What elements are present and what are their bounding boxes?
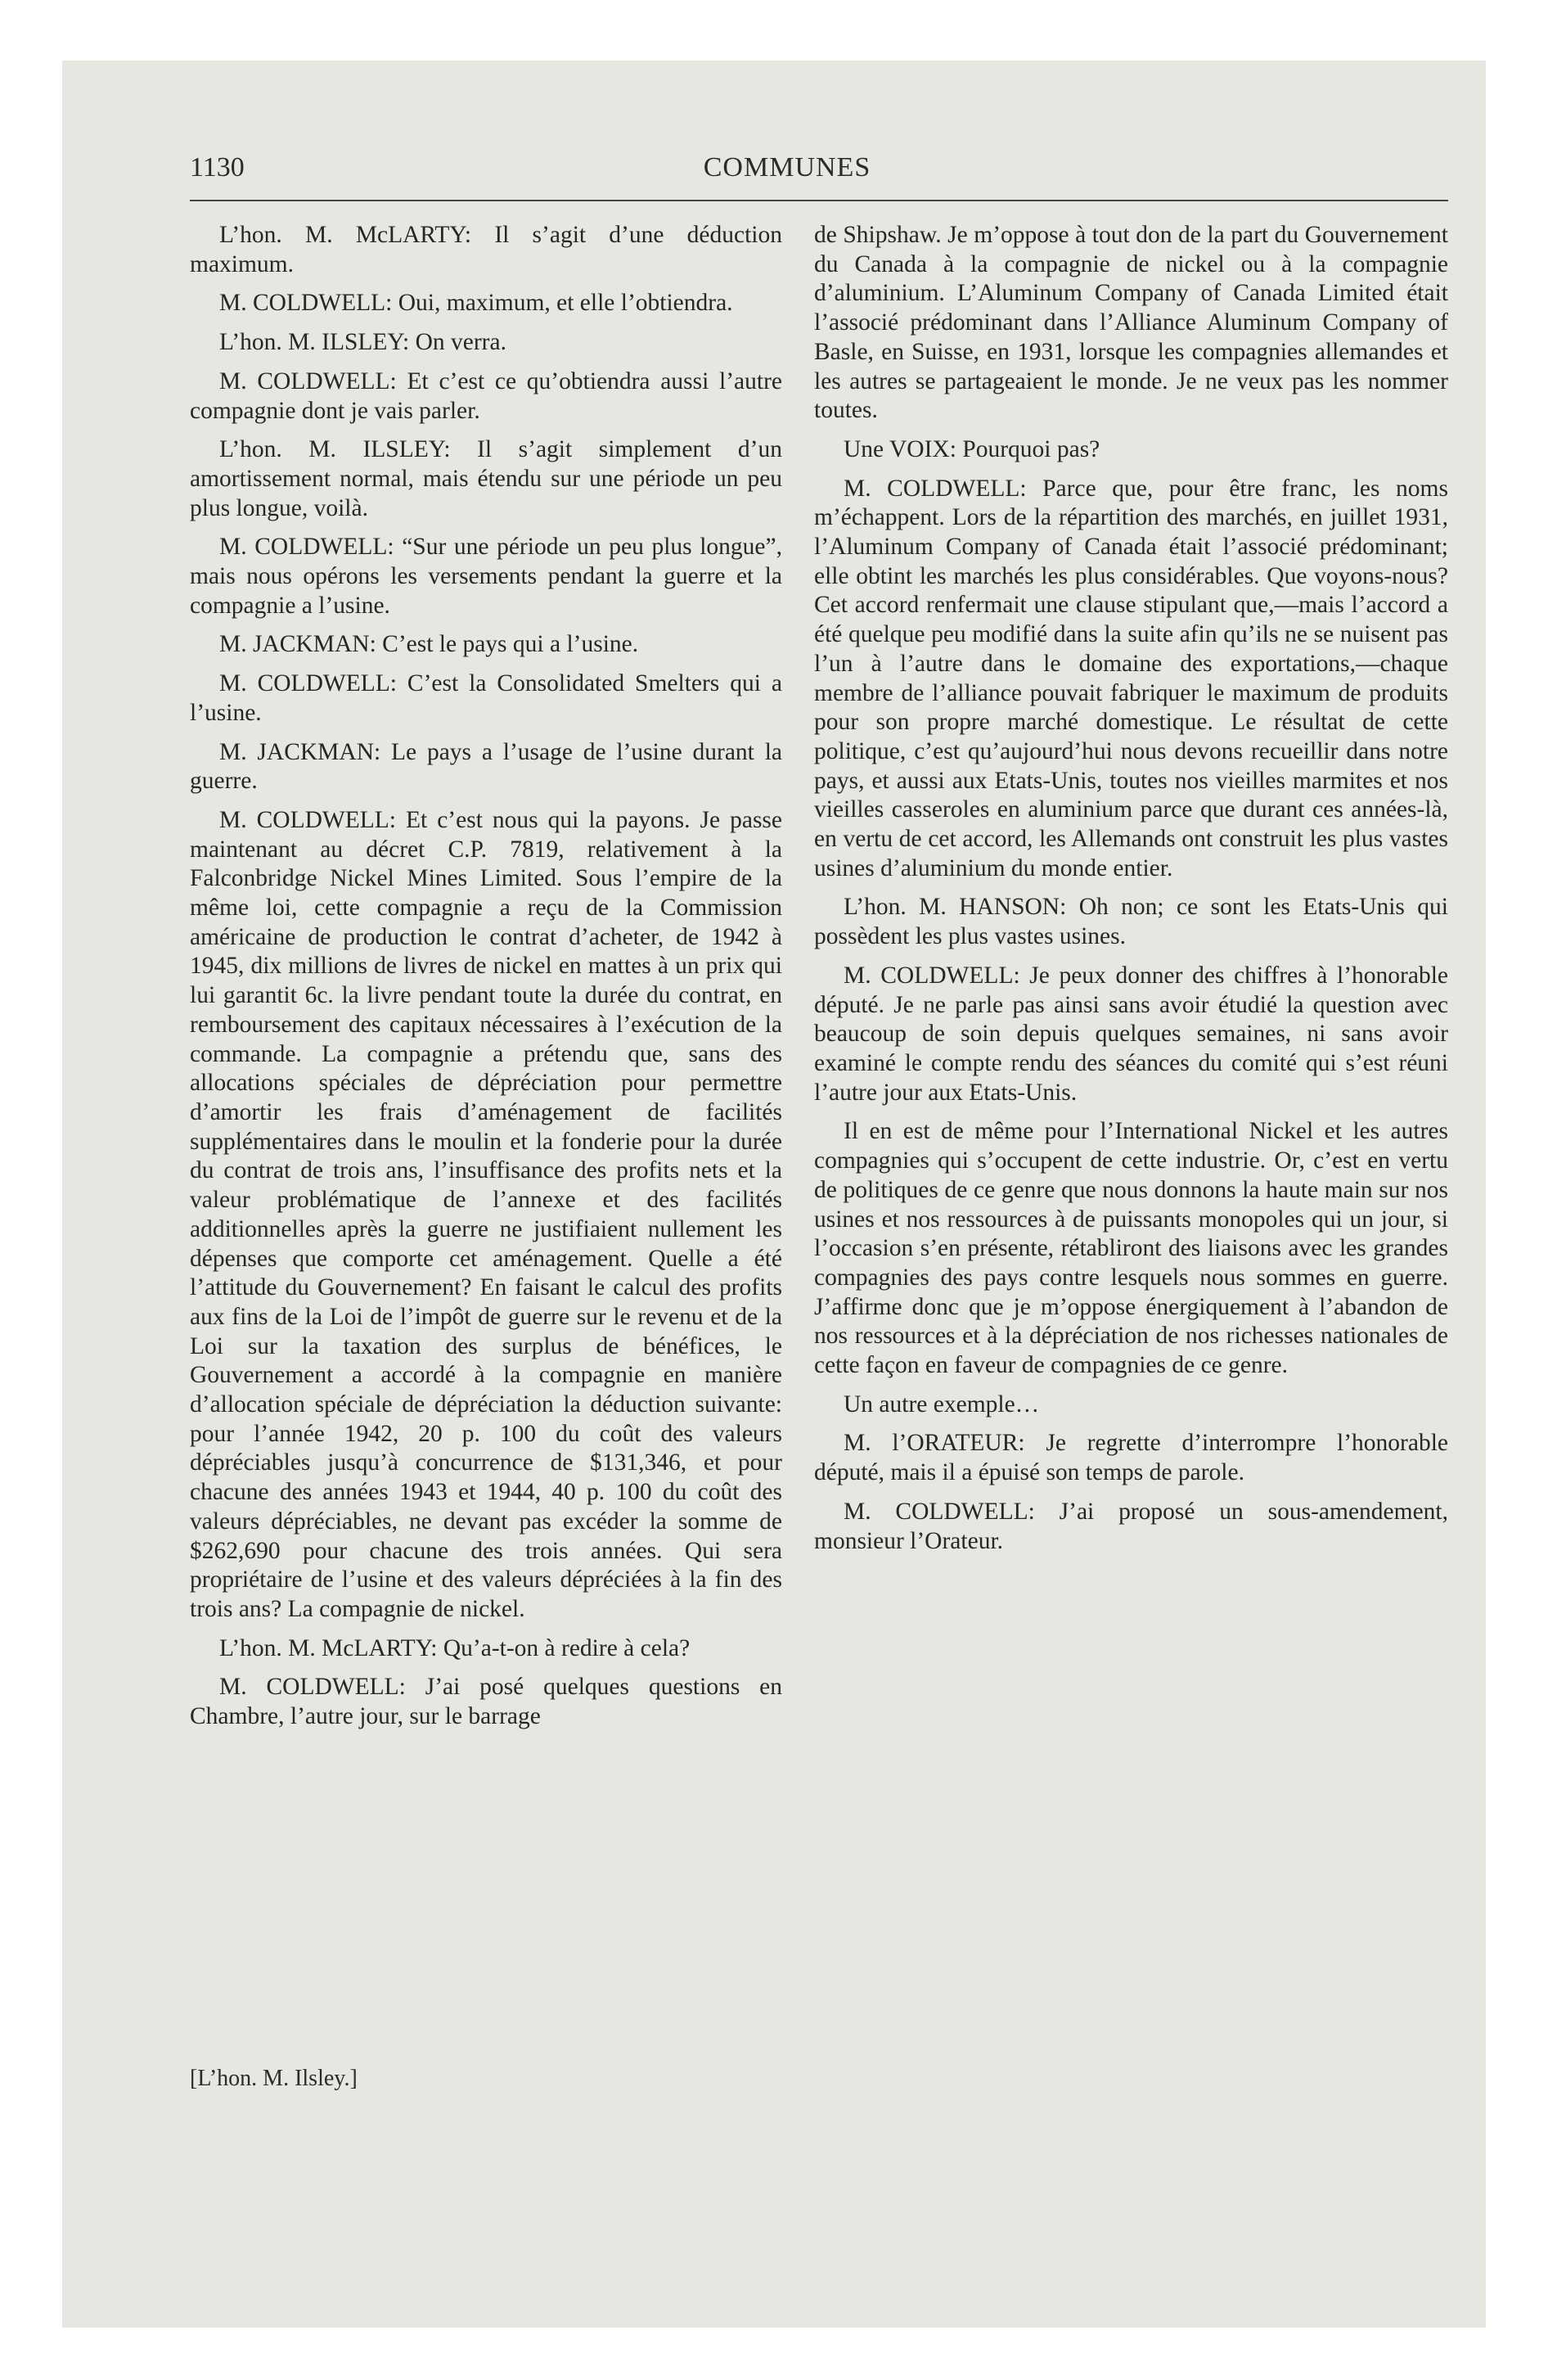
paragraph: Un autre exemple… (844, 1391, 1040, 1418)
paragraph: L’hon. M. ILSLEY: Il s’agit simplement d’un amortissement normal, mais étendu sur une période un peu plus longue, voilà. (190, 436, 782, 521)
paragraph: M. COLDWELL: Parce que, pour être franc, les noms m’échappent. Lors de la répartition des marchés, en juillet 1931, l’Aluminum Company of Canada était l’associé prédominant; elle obtint les marchés les plus considérables. Que voyons-nous? Cet accord renfermait une clause stipulant que,—mais l’accord a été quelque peu modifié dans la suite afin qu’ils ne se nuisent pas l’un à l’autre dans le domaine des exportations,—chaque membre de l’alliance pouvait fabriquer le maximum de produits pour son propre marché domestique. Le résultat de cette politique, c’est qu’aujourd’hui nous devons recueillir dans notre pays, et aussi aux Etats-Unis, toutes nos vieilles marmites et nos vieilles casseroles en aluminium parce que durant ces années-là, en vertu de cet accord, les Allemands ont construit les plus vastes usines d’aluminium du monde entier. (814, 475, 1448, 881)
paragraph: M. COLDWELL: Oui, maximum, et elle l’obtiendra. (219, 290, 733, 317)
paragraph: M. JACKMAN: Le pays a l’usage de l’usine durant la guerre. (190, 738, 782, 795)
header-rule (190, 200, 1448, 201)
page-number: 1130 (190, 152, 245, 183)
paragraph: L’hon. M. HANSON: Oh non; ce sont les Etats-Unis qui possèdent les plus vastes usines. (814, 894, 1448, 950)
paragraph: M. COLDWELL: Je peux donner des chiffres à l’honorable député. Je ne parle pas ainsi sans avoir étudié la question avec beaucoup de soin depuis quelques semaines, ni sans avoir examiné le compte rendu des séances du comité qui s’est réuni l’autre jour aux Etats-Unis. (814, 962, 1448, 1106)
paragraph: M. COLDWELL: “Sur une période un peu plus longue”, mais nous opérons les versements pendant la guerre et la compagnie a l’usine. (190, 534, 782, 619)
paragraph: M. COLDWELL: J’ai posé quelques questions en Chambre, l’autre jour, sur le barrage (190, 1674, 782, 1730)
running-title: COMMUNES (703, 152, 871, 183)
right-column (814, 221, 1448, 1566)
left-column (190, 221, 782, 1742)
paragraph: M. COLDWELL: Et c’est ce qu’obtiendra aussi l’autre compagnie dont je vais parler. (190, 367, 782, 424)
paragraph: M. COLDWELL: C’est la Consolidated Smelters qui a l’usine. (190, 670, 782, 726)
paragraph: L’hon. M. McLARTY: Il s’agit d’une déduction maximum. (190, 222, 782, 277)
paragraph: L’hon. M. ILSLEY: On verra. (219, 329, 506, 356)
paragraph: de Shipshaw. Je m’oppose à tout don de la part du Gouvernement du Canada à la compagnie de nickel ou à la compagnie d’aluminium. L’Aluminum Company of Canada Limited était l’associé prédominant dans l’Alliance Aluminum Company of Basle, en Suisse, en 1931, lorsque les compagnies allemandes et les autres se partageaient le monde. Je ne veux pas les nommer toutes. (814, 222, 1448, 424)
speaker-footnote: [L’hon. M. Ilsley.] (190, 2066, 358, 2091)
paragraph: L’hon. M. McLARTY: Qu’a-t-on à redire à cela? (219, 1634, 691, 1661)
page-header (190, 152, 1384, 193)
paragraph: Il en est de même pour l’International Nickel et les autres compagnies qui s’occupent de cette industrie. Or, c’est en vertu de politiques de ce genre que nous donnons la haute main sur nos usines et nos ressources à de puissants monopoles qui un jour, si l’occasion s’en présente, rétabliront des liaisons avec les grandes compagnies des pays contre lesquels nous sommes en guerre. J’affirme donc que je m’oppose énergiquement à l’abandon de nos ressources et à la dépréciation de nos richesses nationales de cette façon en faveur de compagnies de ce genre. (814, 1118, 1448, 1379)
paragraph: M. COLDWELL: J’ai proposé un sous-amendement, monsieur l’Orateur. (814, 1498, 1448, 1554)
paragraph: M. l’ORATEUR: Je regrette d’interrompre l’honorable député, mais il a épuisé son temps de parole. (814, 1430, 1448, 1486)
paragraph: Une VOIX: Pourquoi pas? (844, 435, 1100, 462)
paragraph: M. JACKMAN: C’est le pays qui a l’usine. (219, 631, 639, 658)
paragraph: M. COLDWELL: Et c’est nous qui la payons. Je passe maintenant au décret C.P. 7819, relativement à la Falconbridge Nickel Mines Limited. Sous l’empire de la même loi, cette compagnie a reçu de la Commission américaine de production le contrat d’acheter, de 1942 à 1945, dix millions de livres de nickel en mattes à un prix qui lui garantit 6c. la livre pendant toute la durée du contrat, en remboursement des capitaux nécessaires à l’exécution de la commande. La compagnie a prétendu que, sans des allocations spéciales de dépréciation pour permettre d’amortir les frais d’aménagement de facilités supplémentaires dans le moulin et la fonderie pour la durée du contrat de trois ans, l’insuffisance des profits nets et la valeur problématique de l’annexe et des facilités additionnelles après la guerre ne justifiaient nullement les dépenses que comporte cet aménagement. Quelle a été l’attitude du Gouvernement? En faisant le calcul des profits aux fins de la Loi de l’impôt de guerre sur le revenu et de la Loi sur la taxation des surplus de bénéfices, le Gouvernement a accordé à la compagnie en manière d’allocation spéciale de dépréciation la déduction suivante: pour l’année 1942, 20 p. 100 du coût des valeurs dépréciables jusqu’à concurrence de $131,346, et pour chacune des années 1943 et 1944, 40 p. 100 du coût des valeurs dépréciables, ne devant pas excéder la somme de $262,690 pour chacune des trois années. Qui sera propriétaire de l’usine et des valeurs dépréciées à la fin des trois ans? La compagnie de nickel. (190, 806, 782, 1622)
